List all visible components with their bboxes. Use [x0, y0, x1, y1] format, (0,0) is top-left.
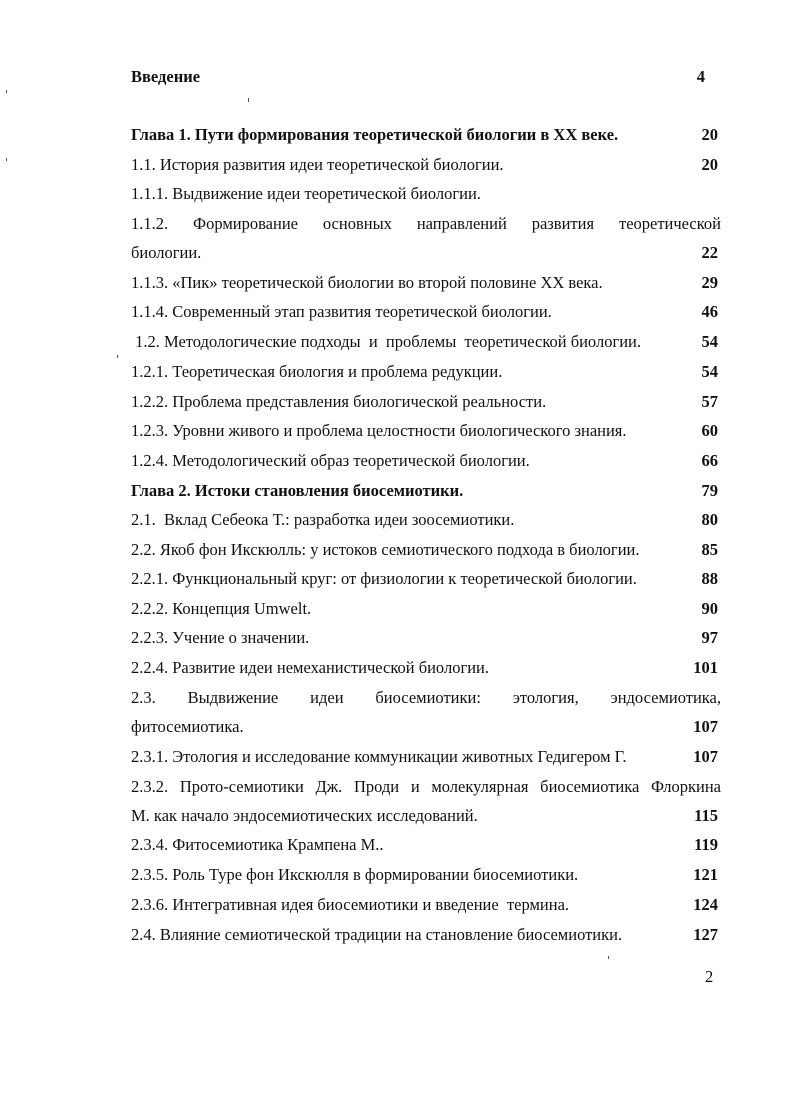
toc-entry-page: 107 [693, 717, 718, 736]
toc-entry-page: 20 [701, 125, 718, 144]
scan-speck [117, 355, 118, 358]
toc-entry-title: 2.3.5. Роль Туре фон Икскюлля в формировании биосемиотики. [131, 865, 579, 884]
toc-entry-title: 2.3.6. Интегративная идея биосемиотики и введение термина. [131, 895, 570, 914]
toc-entry-title: Глава 1. Пути формирования теоретической биологии в XX веке. [131, 125, 619, 144]
toc-entry-title: 2.2.2. Концепция Umwelt. [131, 599, 312, 618]
toc-entry-page: 107 [693, 747, 718, 766]
toc-entry-page: 127 [693, 925, 718, 944]
scan-speck [6, 158, 7, 161]
toc-entry-title: 2.3.4. Фитосемиотика Крампена М.. [131, 835, 384, 854]
toc-entry-title: 1.2.3. Уровни живого и проблема целостности биологического знания. [131, 421, 627, 440]
toc-entry-page: 54 [701, 332, 718, 351]
toc-entry-line1: 2.3. Выдвижение идеи биосемиотики: этология, эндосемиотика, [131, 688, 721, 707]
toc-entry-page: 20 [701, 155, 718, 174]
toc-entry-page: 124 [693, 895, 718, 914]
toc-entry-page: 79 [701, 481, 718, 500]
toc-entry-page: 88 [701, 569, 718, 588]
toc-entry-title: 2.4. Влияние семиотической традиции на становление биосемиотики. [131, 925, 623, 944]
toc-entry-page: 121 [693, 865, 718, 884]
toc-entry-page: 115 [694, 806, 718, 825]
toc-entry-title: 1.2.4. Методологический образ теоретической биологии. [131, 451, 530, 470]
toc-entry-title: 2.2. Якоб фон Икскюлль: у истоков семиотического подхода в биологии. [131, 540, 640, 559]
scan-speck [608, 956, 609, 959]
toc-entry-page: 60 [701, 421, 718, 440]
toc-entry-title: 2.1. Вклад Себеока Т.: разработка идеи зоосемиотики. [131, 510, 515, 529]
toc-entry-title: Введение [131, 67, 201, 86]
toc-entry-page: 54 [701, 362, 718, 381]
scan-speck [6, 90, 7, 93]
toc-entry-page: 22 [701, 243, 718, 262]
scan-speck [248, 98, 249, 102]
toc-entry-page: 85 [701, 540, 718, 559]
toc-entry-title: 2.2.3. Учение о значении. [131, 628, 310, 647]
toc-entry-page: 4 [696, 67, 705, 86]
toc-entry-title: биологии. [131, 243, 202, 262]
toc-entry-page: 119 [694, 835, 718, 854]
toc-entry-page: 90 [701, 599, 718, 618]
toc-entry-title: Глава 2. Истоки становления биосемиотики. [131, 481, 464, 500]
toc-entry-page: 66 [701, 451, 718, 470]
toc-entry-page: 46 [701, 302, 718, 321]
toc-entry-line1: 2.3.2. Прото-семиотики Дж. Проди и молекулярная биосемиотика Флоркина [131, 777, 721, 796]
toc-entry-title: 1.2.1. Теоретическая биология и проблема редукции. [131, 362, 503, 381]
toc-entry-line1: 1.1.2. Формирование основных направлений развития теоретической [131, 214, 721, 233]
toc-entry-page: 80 [701, 510, 718, 529]
toc-entry-page: 97 [701, 628, 718, 647]
toc-entry-title: 1.1.1. Выдвижение идеи теоретической биологии. [131, 184, 481, 203]
toc-entry-page: 57 [701, 392, 718, 411]
toc-entry-title: 2.2.1. Функциональный круг: от физиологии к теоретической биологии. [131, 569, 637, 588]
toc-entry-title: М. как начало эндосемиотических исследований. [131, 806, 478, 825]
toc-entry-page: 101 [693, 658, 718, 677]
page-number: 2 [705, 967, 714, 986]
toc-entry-title: 1.1. История развития идеи теоретической биологии. [131, 155, 504, 174]
toc-entry-title: 2.3.1. Этология и исследование коммуникации животных Гедигером Г. [131, 747, 627, 766]
toc-entry-title: фитосемиотика. [131, 717, 244, 736]
toc-entry-title: 1.1.3. «Пик» теоретической биологии во второй половине XX века. [131, 273, 603, 292]
toc-entry-title: 1.1.4. Современный этап развития теоретической биологии. [131, 302, 552, 321]
toc-entry-page: 29 [701, 273, 718, 292]
toc-entry-title: 1.2.2. Проблема представления биологической реальности. [131, 392, 547, 411]
toc-entry-title: 1.2. Методологические подходы и проблемы теоретической биологии. [131, 332, 641, 351]
toc-entry-title: 2.2.4. Развитие идеи немеханистической биологии. [131, 658, 489, 677]
